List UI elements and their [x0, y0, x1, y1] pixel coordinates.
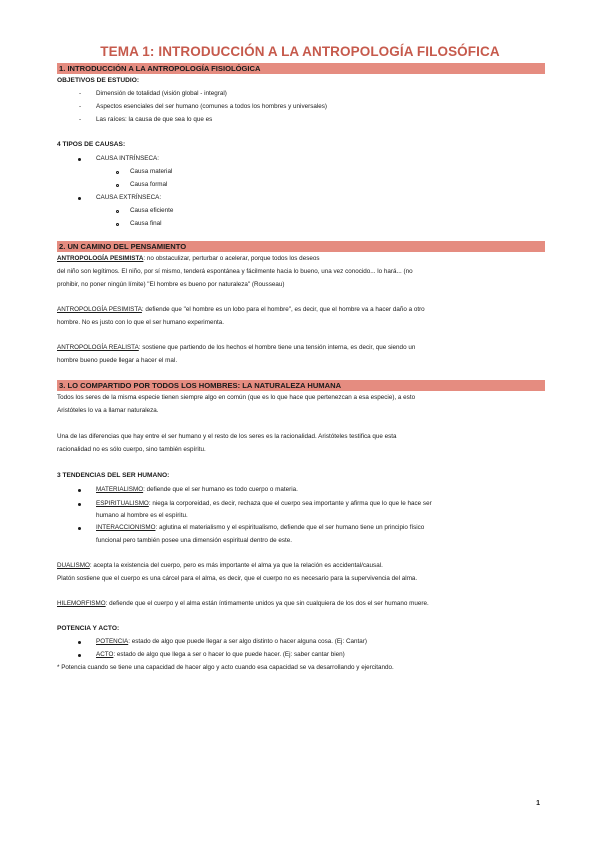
objective-item: Dimensión de totalidad (visión global - integral) — [96, 90, 227, 97]
term-pesimista-2: ANTROPOLOGÍA PESIMISTA — [57, 306, 142, 313]
paragraph-line — [57, 344, 415, 352]
bullet-dot — [78, 197, 81, 200]
paragraph-line: Todos los seres de la misma especie tienen siempre algo en común (que es lo que hace que pertenezcan a esa especie), a esto — [57, 394, 416, 401]
section-heading-1: 1. INTRODUCCIÓN A LA ANTROPOLOGÍA FISIOLÓGICA — [59, 64, 261, 73]
objective-item: Aspectos esenciales del ser humano (comunes a todos los hombres y universales) — [96, 103, 328, 110]
acto-item — [96, 651, 345, 659]
paragraph-text: : sostiene que partiendo de los hechos el hombre tiene una tensión interna, es decir, que siendo un — [138, 344, 416, 351]
term-interaccionismo: INTERACCIONISMO — [96, 524, 156, 531]
paragraph-line: del niño son legítimos. El niño, por sí mismo, tenderá espontánea y fácilmente hacia lo bueno, una vez conocido... lo hará... (no — [57, 268, 413, 275]
page-number: 1 — [536, 800, 540, 807]
bullet-dot — [78, 503, 81, 506]
section-heading-bar — [57, 380, 545, 391]
section-heading-3: 3. LO COMPARTIDO POR TODOS LOS HOMBRES: LA NATURALEZA HUMANA — [59, 381, 342, 390]
objectives-title: OBJETIVOS DE ESTUDIO: — [57, 77, 140, 84]
bullet-dot — [78, 641, 81, 644]
potencia-item — [96, 638, 367, 646]
acto-text: : estado de algo que llega a ser o hacer lo que puede hacer. (Ej: saber cantar bien) — [113, 651, 345, 658]
cause-item: Causa material — [130, 168, 173, 175]
term-pesimista: ANTROPOLOGÍA PESIMISTA — [57, 255, 144, 262]
bullet-dot — [78, 527, 81, 530]
term-realista: ANTROPOLOGÍA REALISTA — [57, 344, 139, 351]
term-acto: ACTO — [96, 651, 114, 658]
paragraph-line: Una de las diferencias que hay entre el ser humano y el resto de los seres es la racionalidad. Aristóteles testifica que esta — [57, 433, 397, 440]
paragraph-line — [57, 306, 425, 314]
tendencies-title: 3 TENDENCIAS DEL SER HUMANO: — [57, 472, 170, 479]
potencia-text: : estado de algo que puede llegar a ser algo distinto o hacer alguna cosa. (Ej: Cantar) — [128, 638, 367, 645]
paragraph-line: prohibir, no poner ningún límite) "El hombre es bueno por naturaleza" (Rousseau) — [57, 281, 285, 288]
paragraph-line: hombre bueno puede llegar a hacer el mal. — [57, 357, 178, 364]
bullet-dot — [78, 158, 81, 161]
dash-bullet: - — [79, 90, 82, 97]
paragraph-line: Aristóteles lo va a llamar naturaleza. — [57, 407, 159, 414]
tendency-text: : aglutina el materialismo y el espiritualismo, defiende que el ser humano tiene un principio físico — [155, 524, 425, 531]
page-title: TEMA 1: INTRODUCCIÓN A LA ANTROPOLOGÍA FILOSÓFICA — [100, 44, 500, 59]
paragraph-line — [57, 600, 429, 608]
term-hilemorfismo: HILEMORFISMO — [57, 600, 106, 607]
paragraph-line — [57, 562, 383, 570]
potencia-acto-title: POTENCIA Y ACTO: — [57, 625, 120, 632]
term-materialismo: MATERIALISMO — [96, 486, 144, 493]
causes-title: 4 TIPOS DE CAUSAS: — [57, 141, 126, 148]
section-heading-2: 2. UN CAMINO DEL PENSAMIENTO — [59, 242, 187, 251]
paragraph-text: : acepta la existencia del cuerpo, pero es más importante el alma ya que la relación es accidental/causal. — [89, 562, 383, 569]
term-espiritualismo: ESPIRITUALISMO — [96, 500, 149, 507]
cause-item: Causa final — [130, 220, 162, 227]
paragraph-text: : no obstaculizar, perturbar o acelerar, porque todos los deseos — [143, 255, 320, 262]
circle-bullet — [116, 210, 119, 213]
tendency-item — [96, 524, 424, 532]
tendency-item-continued: humano al hombre es el espíritu. — [96, 512, 188, 519]
tendency-item — [96, 500, 432, 508]
footnote: * Potencia cuando se tiene una capacidad de hacer algo y acto cuando esa capacidad se va desarrollando y ejercitando. — [57, 664, 394, 671]
term-potencia: POTENCIA — [96, 638, 129, 645]
paragraph-line: hombre. No es justo con lo que el ser humano experimenta. — [57, 319, 224, 326]
tendency-item-continued: funcional pero también posee una dimensión espiritual dentro de este. — [96, 537, 293, 544]
tendency-text: : defiende que el ser humano es todo cuerpo o materia. — [143, 486, 298, 493]
circle-bullet — [116, 171, 119, 174]
section-heading-bar — [57, 241, 545, 252]
circle-bullet — [116, 223, 119, 226]
paragraph-text: : defiende que "el hombre es un lobo para el hombre", es decir, que el hombre va a hacer daño a otro — [141, 306, 425, 313]
dash-bullet: - — [79, 116, 82, 123]
bullet-dot — [78, 654, 81, 657]
tendency-item — [96, 486, 298, 494]
paragraph-line: racionalidad no es sólo cuerpo, sino también espíritu. — [57, 446, 206, 453]
cause-item: Causa formal — [130, 181, 168, 188]
cause-item: Causa eficiente — [130, 207, 174, 214]
bullet-dot — [78, 489, 81, 492]
tendency-text: : niega la corporeidad, es decir, rechaza que el cuerpo sea importante y afirma que lo que le hace ser — [148, 500, 432, 507]
term-dualismo: DUALISMO — [57, 562, 90, 569]
circle-bullet — [116, 184, 119, 187]
objective-item: Las raíces: la causa de que sea lo que es — [96, 116, 213, 123]
extrinsic-cause-label: CAUSA EXTRÍNSECA: — [96, 194, 162, 201]
paragraph-line — [57, 255, 320, 263]
intrinsic-cause-label: CAUSA INTRÍNSECA: — [96, 155, 159, 162]
section-heading-bar — [57, 63, 545, 74]
paragraph-line: Platón sostiene que el cuerpo es una cárcel para el alma, es decir, que el cuerpo no es necesario para la supervivencia del alma. — [57, 575, 418, 582]
paragraph-text: : defiende que el cuerpo y el alma están íntimamente unidos ya que sin cualquiera de los dos el ser humano muere. — [105, 600, 429, 607]
dash-bullet: - — [79, 103, 82, 110]
